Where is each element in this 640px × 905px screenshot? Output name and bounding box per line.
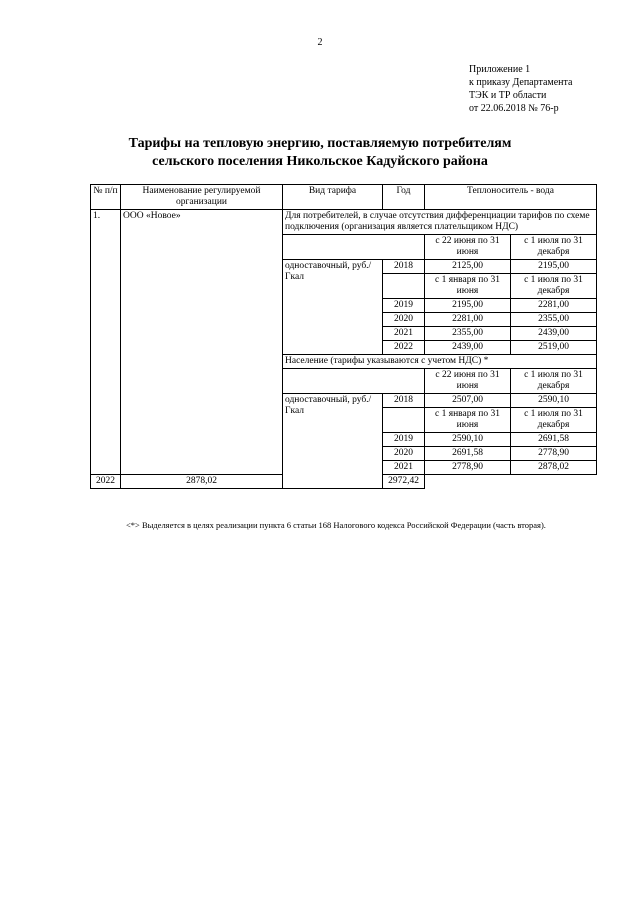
value-cell: 2590,10: [425, 433, 511, 447]
period-label: с 1 июля по 31 декабря: [511, 235, 597, 260]
value-cell: 2972,42: [383, 475, 425, 489]
page-number: 2: [317, 37, 323, 48]
empty-cell: [283, 369, 425, 394]
year-cell: 2019: [383, 299, 425, 313]
value-cell: 2519,00: [511, 341, 597, 355]
value-cell: 2125,00: [425, 260, 511, 274]
value-cell: 2691,58: [425, 447, 511, 461]
tariff-type: одноставочный, руб./Гкал: [283, 394, 383, 489]
document-title: [0, 135, 640, 171]
appendix-reference: [469, 63, 572, 115]
value-cell: 2355,00: [425, 327, 511, 341]
empty-cell: [283, 235, 425, 260]
table-header-row: [91, 185, 597, 210]
value-cell: 2878,02: [121, 475, 283, 489]
table-row: [91, 210, 597, 235]
period-label: с 1 июля по 31 декабря: [511, 274, 597, 299]
year-cell: 2022: [383, 341, 425, 355]
year-cell: 2022: [91, 475, 121, 489]
period-label: с 1 января по 31 июня: [425, 408, 511, 433]
value-cell: 2878,02: [511, 461, 597, 475]
section-title: Население (тарифы указываются с учетом НДС) *: [283, 355, 597, 369]
header-heat-carrier: Теплоноситель - вода: [425, 185, 597, 210]
value-cell: 2778,90: [425, 461, 511, 475]
value-cell: 2778,90: [511, 447, 597, 461]
footnote-text: <*> Выделяется в целях реализации пункта 6 статьи 168 Налогового кодекса Российской Федерации (часть вторая).: [126, 520, 546, 530]
year-cell: 2018: [383, 260, 425, 274]
value-cell: 2195,00: [425, 299, 511, 313]
year-cell: 2020: [383, 313, 425, 327]
header-tariff-type: Вид тарифа: [283, 185, 383, 210]
empty-cell: [383, 408, 425, 433]
title-line: сельского поселения Никольское Кадуйского района: [152, 154, 488, 169]
value-cell: 2281,00: [425, 313, 511, 327]
period-label: с 1 июля по 31 декабря: [511, 408, 597, 433]
appendix-line: от 22.06.2018 № 76-р: [469, 103, 559, 114]
period-label: с 22 июня по 31 июня: [425, 235, 511, 260]
footnote: [90, 519, 596, 531]
row-number: 1.: [91, 210, 121, 475]
header-year: Год: [383, 185, 425, 210]
value-cell: 2439,00: [511, 327, 597, 341]
appendix-line: ТЭК и ТР области: [469, 90, 547, 101]
year-cell: 2019: [383, 433, 425, 447]
year-cell: 2021: [383, 461, 425, 475]
header-organization: Наименование регулируемой организации: [121, 185, 283, 210]
tariff-type: одноставочный, руб./Гкал: [283, 260, 383, 355]
value-cell: 2281,00: [511, 299, 597, 313]
value-cell: 2691,58: [511, 433, 597, 447]
year-cell: 2020: [383, 447, 425, 461]
period-label: с 1 июля по 31 декабря: [511, 369, 597, 394]
appendix-line: Приложение 1: [469, 64, 531, 75]
title-line: Тарифы на тепловую энергию, поставляемую потребителям: [128, 136, 512, 151]
organization-name: ООО «Новое»: [121, 210, 283, 475]
appendix-line: к приказу Департамента: [469, 77, 573, 88]
value-cell: 2590,10: [511, 394, 597, 408]
year-cell: 2018: [383, 394, 425, 408]
value-cell: 2355,00: [511, 313, 597, 327]
header-num: № п/п: [91, 185, 121, 210]
empty-cell: [383, 274, 425, 299]
period-label: с 1 января по 31 июня: [425, 274, 511, 299]
section-title: Для потребителей, в случае отсутствия дифференциации тарифов по схеме подключения (организация является плательщиком НДС): [283, 210, 597, 235]
value-cell: 2439,00: [425, 341, 511, 355]
tariff-table: [90, 184, 597, 489]
value-cell: 2195,00: [511, 260, 597, 274]
value-cell: 2507,00: [425, 394, 511, 408]
year-cell: 2021: [383, 327, 425, 341]
period-label: с 22 июня по 31 июня: [425, 369, 511, 394]
